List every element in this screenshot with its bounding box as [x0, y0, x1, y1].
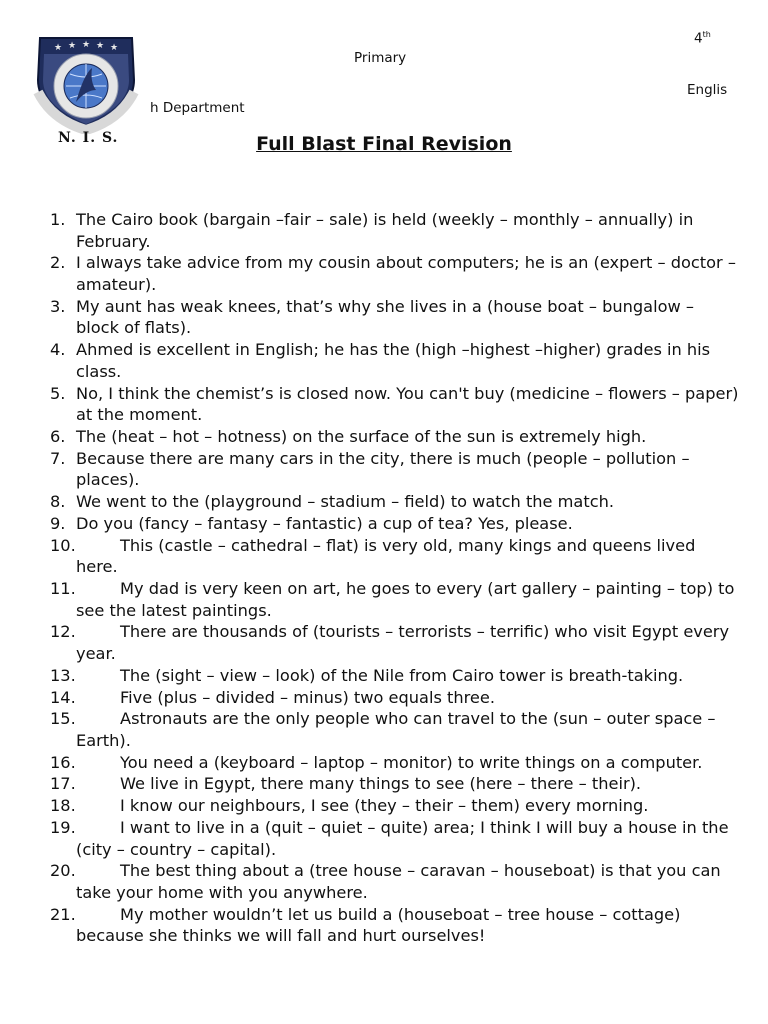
question-number: 11.	[50, 578, 76, 598]
question-text: The (sight – view – look) of the Nile from Cairo tower is breath-taking.	[120, 665, 684, 685]
question-item	[50, 296, 740, 339]
question-text: I always take advice from my cousin about computers; he is an (expert – doctor – amateur).	[76, 253, 736, 294]
question-number: 9.	[50, 513, 66, 533]
question-item	[50, 904, 740, 947]
question-item	[50, 752, 740, 774]
question-number: 17.	[50, 774, 76, 794]
question-item	[50, 687, 740, 709]
question-text: The (heat – hot – hotness) on the surface of the sun is extremely high.	[76, 426, 647, 446]
grade-number: 4	[694, 30, 703, 47]
question-text: Ahmed is excellent in English; he has the (high –highest –higher) grades in his class.	[76, 340, 711, 381]
question-text: My aunt has weak knees, that’s why she lives in a (house boat – bungalow – block of flats).	[76, 296, 694, 338]
question-text: We went to the (playground – stadium – field) to watch the match.	[76, 492, 614, 512]
english-label: Englis	[687, 82, 728, 98]
question-text: I know our neighbours, I see (they – their – them) every morning.	[120, 796, 649, 816]
question-text: I want to live in a (quit – quiet – quite) area; I think I will buy a house in the (city – country – capital).	[76, 818, 729, 859]
question-item	[50, 448, 740, 491]
question-number: 14.	[50, 687, 76, 707]
question-number: 1.	[50, 210, 66, 229]
question-number: 6.	[50, 426, 66, 446]
question-item	[50, 513, 740, 535]
grade-label	[694, 30, 711, 47]
school-crest-icon	[30, 30, 142, 134]
svg-text:★: ★	[96, 41, 105, 51]
primary-label: Primary	[354, 50, 407, 66]
question-item	[50, 665, 740, 687]
question-text: Do you (fancy – fantasy – fantastic) a cup of tea? Yes, please.	[76, 513, 573, 533]
question-item	[50, 773, 740, 795]
question-text: We live in Egypt, there many things to see (here – there – their).	[120, 774, 642, 794]
question-item	[50, 491, 740, 513]
question-number: 16.	[50, 752, 76, 772]
question-item	[50, 252, 740, 295]
question-number: 20.	[50, 861, 76, 881]
question-text: My dad is very keen on art, he goes to every (art gallery – painting – top) to see the latest paintings.	[76, 578, 735, 620]
question-item	[50, 621, 740, 664]
question-item	[50, 795, 740, 817]
question-number: 19.	[50, 818, 76, 837]
question-number: 5.	[50, 383, 66, 403]
svg-text:★: ★	[68, 41, 77, 51]
question-item	[50, 578, 740, 621]
question-item	[50, 860, 740, 903]
question-number: 18.	[50, 796, 76, 816]
question-number: 7.	[50, 448, 66, 468]
question-text: No, I think the chemist’s is closed now. You can't buy (medicine – flowers – paper) at the moment.	[76, 383, 739, 425]
question-item	[50, 339, 740, 382]
question-item	[50, 708, 740, 751]
grade-suffix: th	[702, 30, 711, 39]
question-text: There are thousands of (tourists – terrorists – terrific) who visit Egypt every year.	[76, 622, 730, 663]
logo-caption: N. I. S.	[58, 130, 119, 146]
svg-text:★: ★	[110, 43, 119, 53]
question-text: The Cairo book (bargain –fair – sale) is held (weekly – monthly – annually) in February.	[76, 210, 694, 251]
question-number: 15.	[50, 709, 76, 729]
question-text: Because there are many cars in the city, there is much (people – pollution – places).	[76, 448, 690, 490]
question-item	[50, 817, 740, 860]
question-number: 4.	[50, 340, 66, 360]
department-label: h Department	[150, 100, 245, 116]
question-text: Five (plus – divided – minus) two equals three.	[120, 687, 495, 707]
question-number: 12.	[50, 622, 76, 642]
question-list	[50, 209, 740, 947]
question-item	[50, 426, 740, 448]
question-item	[50, 209, 740, 252]
svg-text:★: ★	[54, 43, 63, 53]
question-number: 2.	[50, 253, 66, 273]
question-number: 21.	[50, 904, 76, 924]
question-text: My mother wouldn’t let us build a (houseboat – tree house – cottage) because she thinks we will fall and hurt ourselves!	[76, 904, 681, 946]
page-title: Full Blast Final Revision	[256, 133, 512, 155]
question-text: This (castle – cathedral – flat) is very old, many kings and queens lived here.	[76, 535, 696, 577]
question-item	[50, 535, 740, 578]
question-number: 8.	[50, 492, 66, 512]
question-text: The best thing about a (tree house – caravan – houseboat) is that you can take your home with you anywhere.	[76, 861, 721, 902]
question-number: 13.	[50, 665, 76, 685]
svg-text:★: ★	[82, 40, 91, 50]
question-number: 10.	[50, 535, 76, 555]
question-item	[50, 383, 740, 426]
question-number: 3.	[50, 296, 66, 316]
question-text: You need a (keyboard – laptop – monitor) to write things on a computer.	[120, 752, 703, 772]
question-text: Astronauts are the only people who can travel to the (sun – outer space – Earth).	[76, 709, 716, 750]
